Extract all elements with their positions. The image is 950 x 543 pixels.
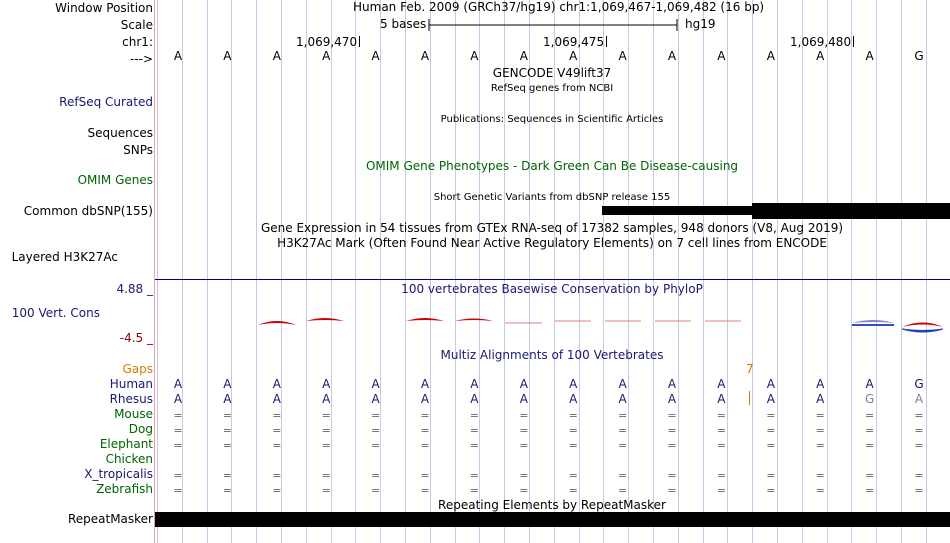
aligned-base-match: = xyxy=(321,469,331,482)
reference-base: A xyxy=(322,49,331,63)
rhesus-label[interactable]: Rhesus xyxy=(109,392,153,406)
aligned-base-match: = xyxy=(222,484,232,497)
scale-bases-text: 5 bases xyxy=(380,17,427,31)
grid-line xyxy=(827,0,828,543)
aligned-base-match: = xyxy=(469,424,479,437)
cons-min-label: -4.5 _ xyxy=(119,331,153,345)
publications-description: Publications: Sequences in Scientific Articles xyxy=(440,114,664,125)
grid-line xyxy=(727,0,728,543)
human-base: A xyxy=(371,377,380,391)
grid-line xyxy=(182,0,183,543)
grid-line xyxy=(479,0,480,543)
reference-base: A xyxy=(766,49,775,63)
grid-line xyxy=(876,0,877,543)
aligned-base-match: = xyxy=(222,439,232,452)
dbsnp-variant-bar[interactable] xyxy=(602,206,752,215)
grid-line xyxy=(331,0,332,543)
rhesus-base: A xyxy=(519,392,528,406)
dbsnp-description: Short Genetic Variants from dbSNP release 155 xyxy=(433,192,671,203)
repeatmasker-label[interactable]: RepeatMasker xyxy=(67,512,153,526)
aligned-base-match: = xyxy=(420,439,430,452)
coord-tick-1 xyxy=(296,35,360,49)
aligned-base-match: = xyxy=(864,439,875,452)
aligned-base-match: = xyxy=(173,469,183,482)
dbsnp-label[interactable]: Common dbSNP(155) xyxy=(23,204,153,218)
rhesus-base: A xyxy=(717,392,726,406)
aligned-base-match: = xyxy=(815,409,825,422)
grid-line xyxy=(678,0,679,543)
rhesus-base: A xyxy=(816,392,825,406)
aligned-base-match: = xyxy=(766,439,776,452)
xtropicalis-label[interactable]: X_tropicalis xyxy=(84,467,153,481)
human-base: A xyxy=(223,377,232,391)
phylop-low-marks xyxy=(505,321,741,323)
aligned-base-match: = xyxy=(519,409,529,422)
grid-line xyxy=(628,0,629,543)
aligned-base-match: = xyxy=(272,439,282,452)
aligned-base-match: = xyxy=(469,409,479,422)
human-base: A xyxy=(519,377,528,391)
human-base: A xyxy=(667,377,677,391)
aligned-base-match: = xyxy=(420,409,430,422)
grid-line xyxy=(926,0,927,543)
grid-line xyxy=(901,0,902,543)
reference-base: A xyxy=(272,49,281,63)
aligned-base-match: = xyxy=(716,469,726,482)
phylop-mark xyxy=(455,319,493,322)
aligned-base-match: = xyxy=(519,469,529,482)
aligned-base-match: = xyxy=(617,484,628,497)
aligned-base-match: = xyxy=(321,439,331,452)
aligned-base-match: = xyxy=(815,439,825,452)
reference-base: A xyxy=(371,49,380,63)
aligned-base-match: = xyxy=(864,409,875,422)
phylop-mark xyxy=(406,318,444,321)
aligned-base-match: = xyxy=(420,484,430,497)
reference-base: A xyxy=(816,49,825,63)
reference-base: A xyxy=(420,49,430,63)
aligned-base-match: = xyxy=(766,409,776,422)
aligned-base-match: = xyxy=(222,424,232,437)
scale-label[interactable]: Scale xyxy=(120,18,153,32)
rhesus-base: A xyxy=(420,392,430,406)
phylop-positive-marks xyxy=(258,318,943,327)
rhesus-base: A xyxy=(766,392,775,406)
coord-tick-2 xyxy=(543,35,607,49)
aligned-base-match: = xyxy=(716,439,726,452)
human-label[interactable]: Human xyxy=(109,377,153,391)
rhesus-base: A xyxy=(223,392,232,406)
grid-line xyxy=(777,0,778,543)
coord-tick-mark xyxy=(359,36,360,47)
refseq-label[interactable]: RefSeq Curated xyxy=(59,95,153,109)
snps-label[interactable]: SNPs xyxy=(123,143,153,157)
human-base: A xyxy=(470,377,479,391)
human-base: A xyxy=(173,377,183,391)
scale-bar xyxy=(428,17,680,33)
gap-count: 7 xyxy=(746,362,754,376)
aligned-base-match: = xyxy=(815,484,825,497)
aligned-base-match: = xyxy=(321,424,331,437)
aligned-base-match: = xyxy=(519,484,529,497)
grid-line xyxy=(157,0,158,543)
aligned-base-match: = xyxy=(716,424,726,437)
h3k27ac-description: H3K27Ac Mark (Often Found Near Active Regulatory Elements) on 7 cell lines from ENCODE xyxy=(277,236,827,250)
rhesus-base: A xyxy=(667,392,677,406)
aligned-base-match: = xyxy=(370,424,381,437)
coord-value: 1,069,475 xyxy=(543,35,605,49)
aligned-base-match: = xyxy=(667,409,677,422)
aligned-base-match: = xyxy=(272,484,282,497)
multiz-description: Multiz Alignments of 100 Vertebrates xyxy=(440,348,664,362)
grid-line xyxy=(281,0,282,543)
phylop-mark xyxy=(306,318,344,321)
cons-max-label: 4.88 _ xyxy=(116,282,153,296)
rhesus-base: G xyxy=(864,392,875,406)
aligned-base-match: = xyxy=(766,484,776,497)
scale-db-text: hg19 xyxy=(685,17,716,31)
grid-line xyxy=(380,0,381,543)
dog-label[interactable]: Dog xyxy=(128,422,153,436)
grid-line xyxy=(405,0,406,543)
aligned-base-match: = xyxy=(568,469,578,482)
aligned-base-match: = xyxy=(469,484,479,497)
aligned-base-match: = xyxy=(519,424,529,437)
coord-tick-3 xyxy=(790,35,854,49)
grid-line xyxy=(703,0,704,543)
chicken-label[interactable]: Chicken xyxy=(105,452,153,466)
aligned-base-match: = xyxy=(716,484,726,497)
refseq-description: RefSeq genes from NCBI xyxy=(490,83,614,94)
coord-value: 1,069,480 xyxy=(790,35,852,49)
reference-base: A xyxy=(470,49,479,63)
aligned-base-match: = xyxy=(370,409,381,422)
reference-base: A xyxy=(519,49,528,63)
gtex-description: Gene Expression in 54 tissues from GTEx RNA-seq of 17382 samples, 948 donors (V8, Aug 2019) xyxy=(260,221,844,235)
zebrafish-label[interactable]: Zebrafish xyxy=(96,482,153,496)
human-base: A xyxy=(322,377,331,391)
track-separator xyxy=(155,279,950,280)
human-base: A xyxy=(717,377,726,391)
reference-base: A xyxy=(223,49,232,63)
aligned-base-match: = xyxy=(617,469,628,482)
aligned-base-match: = xyxy=(173,484,183,497)
aligned-base-match: = xyxy=(173,439,183,452)
rhesus-base: A xyxy=(470,392,479,406)
human-base: A xyxy=(569,377,578,391)
coord-value: 1,069,470 xyxy=(296,35,358,49)
reference-base: A xyxy=(569,49,578,63)
reference-base: A xyxy=(173,49,183,63)
grid-line xyxy=(207,0,208,543)
rhesus-base: A xyxy=(569,392,578,406)
reference-base: A xyxy=(618,49,627,63)
aligned-base-match: = xyxy=(469,439,479,452)
grid-line xyxy=(653,0,654,543)
grid-line xyxy=(430,0,431,543)
phylop-mark xyxy=(902,329,943,332)
aligned-base-match: = xyxy=(766,424,776,437)
gencode-title[interactable]: GENCODE V49lift37 xyxy=(492,66,612,80)
aligned-base-match: = xyxy=(519,439,529,452)
aligned-base-match: = xyxy=(568,424,578,437)
grid-line xyxy=(231,0,232,543)
aligned-base-match: = xyxy=(864,484,875,497)
grid-line xyxy=(752,0,753,543)
coord-tick-mark xyxy=(853,36,854,47)
phylop-description: 100 vertebrates Basewise Conservation by PhyloP xyxy=(401,282,703,296)
aligned-base-match: = xyxy=(815,424,825,437)
aligned-base-match: = xyxy=(617,439,628,452)
aligned-base-match: = xyxy=(617,409,628,422)
rhesus-base: A xyxy=(272,392,281,406)
grid-line xyxy=(355,0,356,543)
window-position-label[interactable]: Window Position xyxy=(55,1,153,15)
aligned-base-match: = xyxy=(173,424,183,437)
human-base: A xyxy=(766,377,775,391)
aligned-base-match: = xyxy=(568,409,578,422)
aligned-base-match: = xyxy=(321,409,331,422)
elephant-label[interactable]: Elephant xyxy=(99,437,153,451)
aligned-base-match: = xyxy=(420,469,430,482)
phylop-mark xyxy=(902,323,943,328)
gaps-label[interactable]: Gaps xyxy=(122,362,153,376)
aligned-base-match: = xyxy=(173,409,183,422)
human-base: A xyxy=(420,377,430,391)
grid-line xyxy=(802,0,803,543)
h3k27ac-label[interactable]: Layered H3K27Ac xyxy=(11,250,118,264)
rhesus-base: A xyxy=(322,392,331,406)
strand-arrow-label[interactable]: ---> xyxy=(129,52,153,66)
cons-label[interactable]: 100 Vert. Cons xyxy=(11,306,100,320)
aligned-base-match: = xyxy=(420,424,430,437)
aligned-base-match: = xyxy=(568,439,578,452)
aligned-base-match: = xyxy=(667,469,677,482)
human-base: A xyxy=(816,377,825,391)
aligned-base-match: = xyxy=(272,469,282,482)
aligned-base-match: = xyxy=(914,439,924,452)
aligned-base-match: = xyxy=(667,439,677,452)
phylop-mark xyxy=(852,320,894,323)
phylop-mark xyxy=(258,321,296,325)
aligned-base-match: = xyxy=(321,484,331,497)
coord-tick-mark xyxy=(606,36,607,47)
reference-base: A xyxy=(717,49,726,63)
human-base: A xyxy=(618,377,627,391)
omim-description: OMIM Gene Phenotypes - Dark Green Can Be Disease-causing xyxy=(365,159,739,173)
aligned-base-match: = xyxy=(667,424,677,437)
aligned-base-match: = xyxy=(617,424,628,437)
aligned-base-match: = xyxy=(815,469,825,482)
sequences-label[interactable]: Sequences xyxy=(87,126,153,140)
reference-base: A xyxy=(667,49,677,63)
human-base: G xyxy=(914,377,924,391)
aligned-base-match: = xyxy=(716,409,726,422)
aligned-base-match: = xyxy=(370,469,381,482)
aligned-base-match: = xyxy=(766,469,776,482)
repeatmasker-bar[interactable] xyxy=(155,512,950,527)
phylop-conservation-plot xyxy=(155,310,950,340)
rhesus-base: A xyxy=(914,392,924,406)
aligned-base-match: = xyxy=(914,484,924,497)
human-base: A xyxy=(865,377,874,391)
aligned-base-match: = xyxy=(914,424,924,437)
rhesus-base: A xyxy=(173,392,183,406)
aligned-base-match: = xyxy=(914,469,924,482)
aligned-base-match: = xyxy=(272,424,282,437)
aligned-base-match: = xyxy=(667,484,677,497)
grid-line xyxy=(851,0,852,543)
aligned-base-match: = xyxy=(272,409,282,422)
aligned-base-match: = xyxy=(370,484,381,497)
assembly-position-text: Human Feb. 2009 (GRCh37/hg19) chr1:1,069,467-1,069,482 (16 bp) xyxy=(353,0,765,14)
omim-label[interactable]: OMIM Genes xyxy=(77,173,153,187)
grid-line xyxy=(256,0,257,543)
aligned-base-match: = xyxy=(469,469,479,482)
grid-line xyxy=(455,0,456,543)
reference-base: G xyxy=(914,49,924,63)
chrom-label[interactable]: chr1: xyxy=(122,35,153,49)
aligned-base-match: = xyxy=(864,424,875,437)
mouse-label[interactable]: Mouse xyxy=(114,407,153,421)
repeatmasker-description: Repeating Elements by RepeatMasker xyxy=(438,498,666,512)
dbsnp-variant-bar[interactable] xyxy=(752,203,950,219)
rhesus-base: A xyxy=(618,392,627,406)
grid-line xyxy=(306,0,307,543)
rhesus-gap-marker xyxy=(749,391,750,405)
rhesus-base: A xyxy=(371,392,380,406)
reference-base: A xyxy=(865,49,874,63)
aligned-base-match: = xyxy=(222,469,232,482)
aligned-base-match: = xyxy=(568,484,578,497)
aligned-base-match: = xyxy=(222,409,232,422)
human-base: A xyxy=(272,377,281,391)
aligned-base-match: = xyxy=(914,409,924,422)
aligned-base-match: = xyxy=(864,469,875,482)
aligned-base-match: = xyxy=(370,439,381,452)
